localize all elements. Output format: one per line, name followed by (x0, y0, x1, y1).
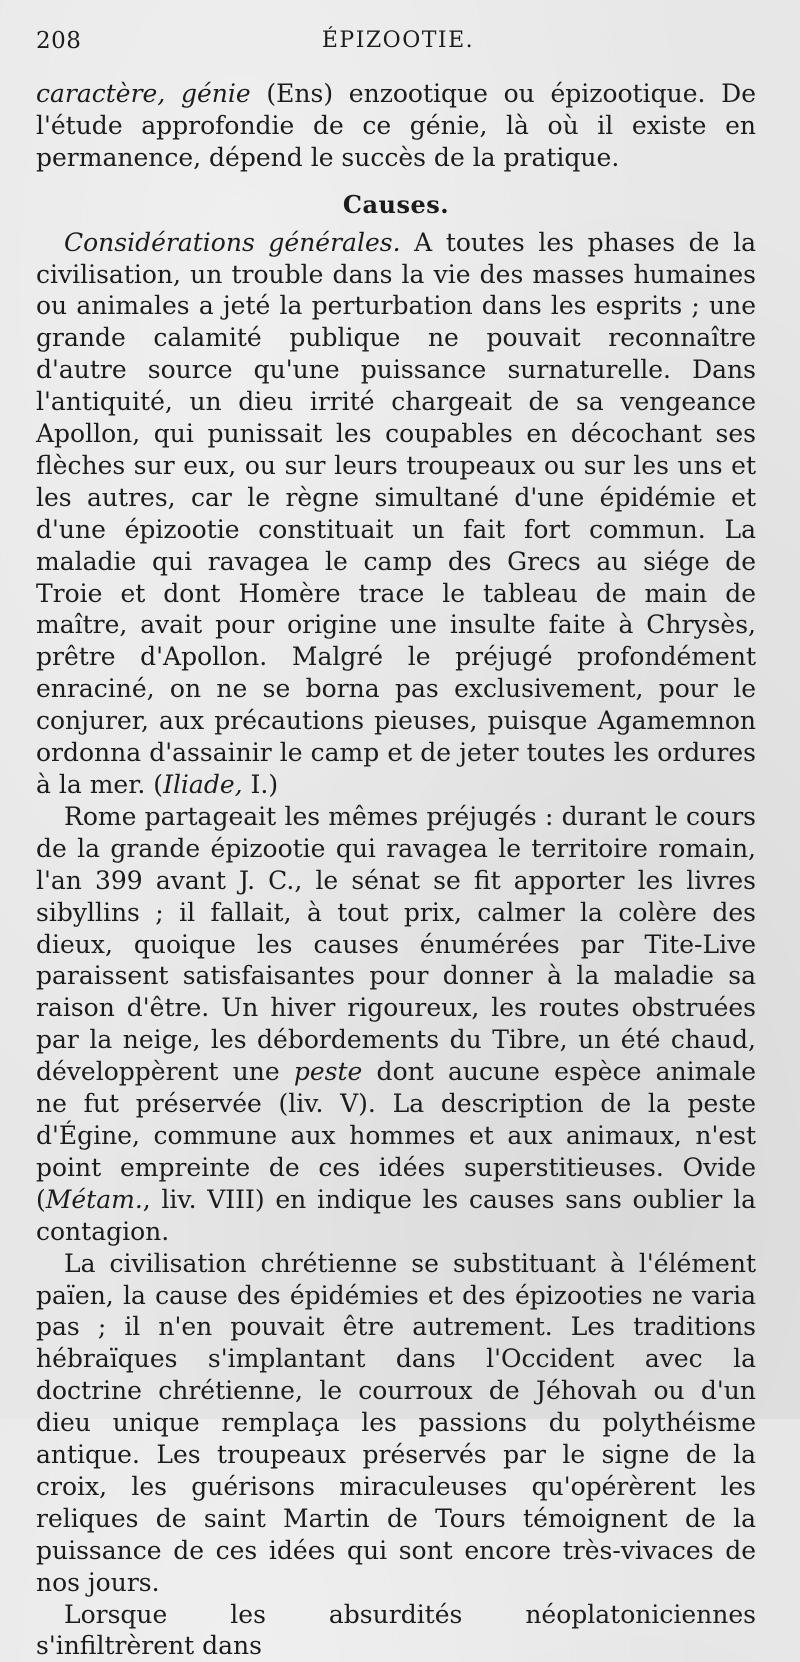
paragraph-2-text-a: Rome partageait les mêmes préjugés : durant le cours de la grande épizootie qui ravagea le territoire romain, l'an 399 avant J. C., le sénat se fit apporter les livres sibyllins ; il fallait, à tout prix, calmer la colère des dieux, quoique les causes énumérées par Tite-Live paraissent satisfaisantes pour donner à la maladie sa raison d'être. Un hiver rigoureux, les routes obstruées par la neige, les débordements du Tibre, un été chaud, développèrent une (36, 801, 756, 1087)
page-body (36, 78, 756, 1662)
paragraph-considerations (36, 227, 756, 801)
opening-paragraph (36, 78, 756, 174)
paragraph-2-citation: Métam. (45, 1184, 143, 1214)
page-header (36, 28, 760, 62)
paragraph-1-text: A toutes les phases de la civilisation, un trouble dans la vie des masses humaines ou animales a jeté la perturbation dans les esprits ; une grande calamité publique ne pouvait reconnaître d'autre source qu'une puissance surnaturelle. Dans l'antiquité, un dieu irrité chargeait de sa vengeance Apollon, qui punissait les coupables en décochant ses flèches sur eux, ou sur leurs troupeaux ou sur les uns et les autres, car le règne simultané d'une épidémie et d'une épizootie constituait un fait fort commun. La maladie qui ravagea le camp des Grecs au siége de Troie et dont Homère trace le tableau de main de maître, avait pour origine une insulte faite à Chrysès, prêtre d'Apollon. Malgré le préjugé profondément enraciné, on ne se borna pas exclusivement, pour le conjurer, aux précautions pieuses, puisque Agamemnon ordonna d'assainir le camp et de jeter toutes les ordures à la mer. ( (36, 227, 756, 800)
section-heading: Causes. (342, 189, 450, 219)
page-number: 208 (36, 28, 82, 54)
paragraph-1-italic-lead: Considérations générales. (64, 227, 401, 257)
paragraph-2-text-c: , liv. VIII) en indique les causes sans oublier la contagion. (36, 1184, 756, 1246)
paragraph-rome (36, 801, 756, 1248)
paragraph-neoplatonic: Lorsque les absurdités néoplatoniciennes s'infiltrèrent dans (36, 1599, 756, 1661)
paragraph-1-citation: Iliade, (163, 770, 243, 800)
paragraph-2-italic-word: peste (293, 1057, 363, 1087)
running-title: ÉPIZOOTIE. (321, 28, 475, 53)
paragraph-christian: La civilisation chrétienne se substituant à l'élément païen, la cause des épidémies et des épizooties ne varia pas ; il n'en pouvait être autrement. Les traditions hébraïques s'implantant dans l'Occident avec la doctrine chrétienne, le courroux de Jéhovah ou d'un dieu unique remplaça les passions du polythéisme antique. Les troupeaux préservés par le signe de la croix, les guérisons miraculeuses qu'opérèrent les reliques de saint Martin de Tours témoignent de la puissance de ces idées qui sont encore très-vivaces de nos jours. (36, 1248, 756, 1597)
paragraph-2-text-b: dont aucune espèce animale ne fut préservée (liv. V). La description de la peste d'Égine, commune aux hommes et aux animaux, n'est point empreinte de ces idées superstitieuses. Ovide ( (36, 1057, 756, 1214)
paragraph-1-citation-tail: I.) (242, 770, 279, 800)
opening-italic-lead: caractère, génie (36, 79, 251, 108)
opening-text: (Ens) enzootique ou épizootique. De l'étude approfondie de ce génie, là où il existe en permanence, dépend le succès de la pratique. (36, 79, 756, 172)
